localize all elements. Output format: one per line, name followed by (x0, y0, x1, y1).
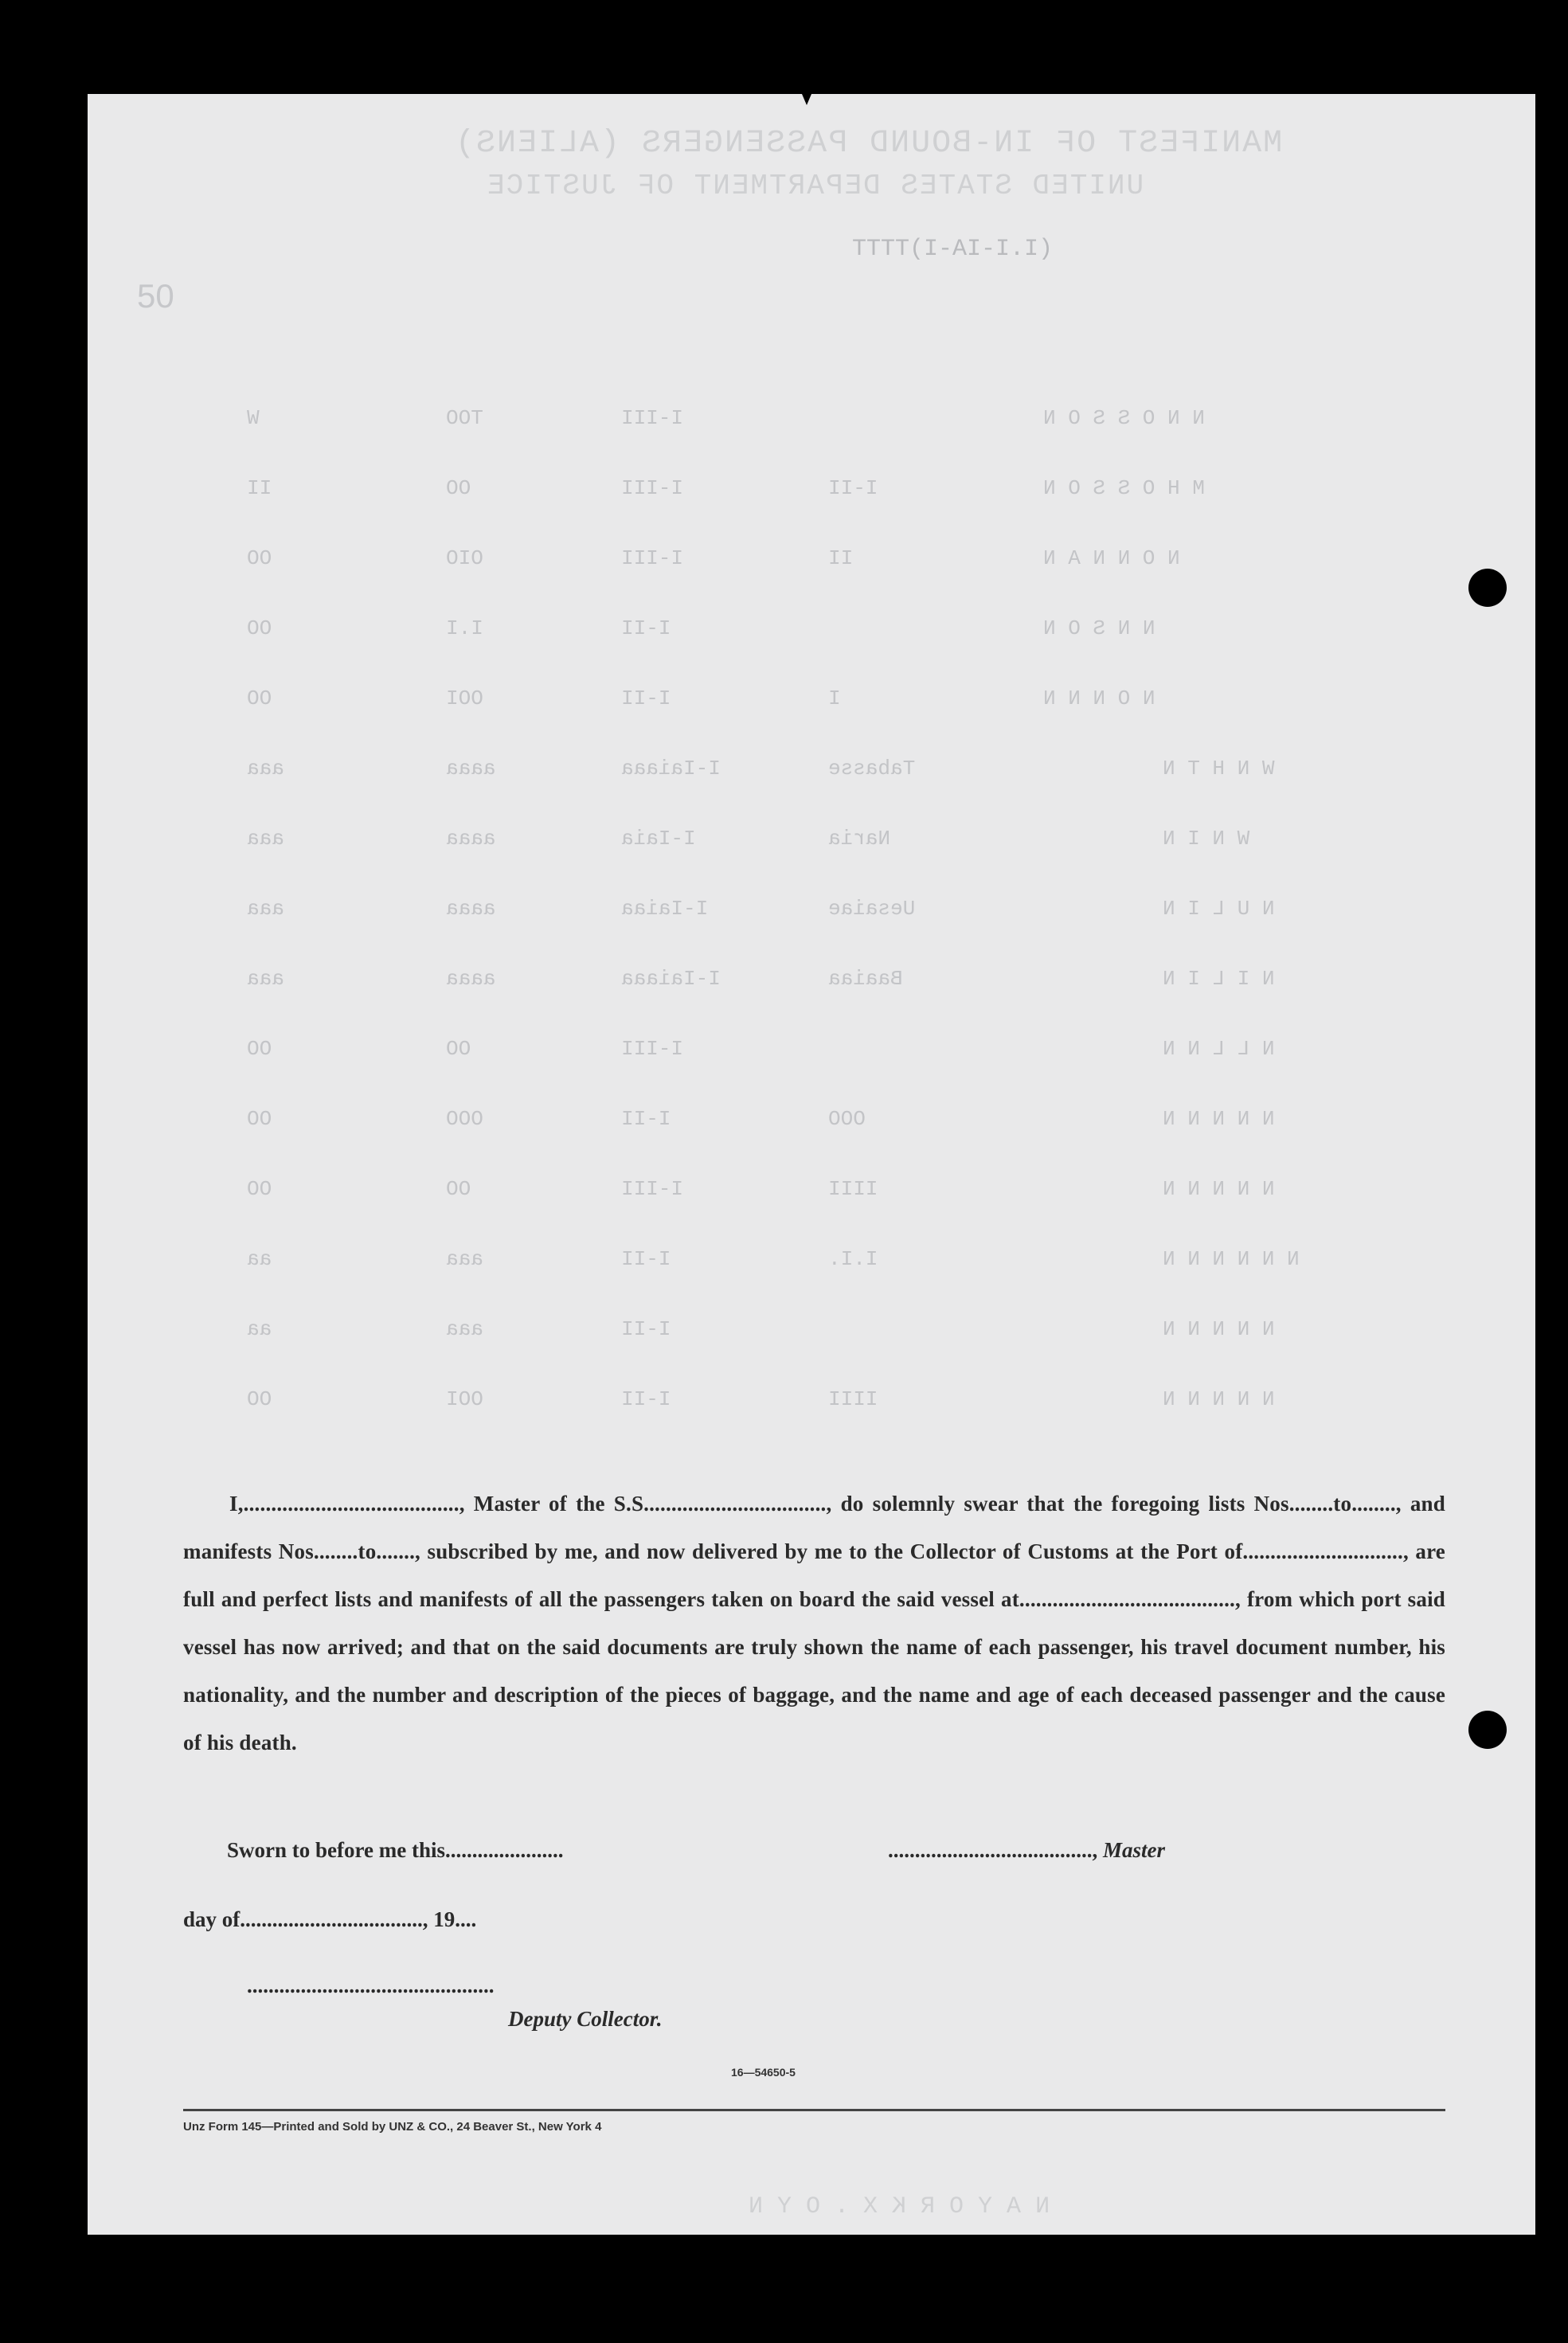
bleed-through-code: (I.I-IA-I)TTTT (852, 236, 1054, 263)
ghost-row: W N H T N Tabasse I-Iaiaaa aaaa aaa (247, 757, 1275, 780)
page-number: 50 (137, 277, 174, 315)
sworn-line: Sworn to before me this...................... (227, 1838, 564, 1862)
bleed-through-subheader: UNITED STATES DEPARTMENT OF JUSTICE (486, 170, 1144, 202)
ghost-row: N N N N N N I.I. I-II aaa aa (247, 1247, 1300, 1271)
printer-imprint: Unz Form 145—Printed and Sold by UNZ & CO., 24 Beaver St., New York 4 (183, 2120, 602, 2134)
bleed-through-footer: N A Y O R K X . O Y N (749, 2193, 1050, 2220)
ghost-row: N I L I N Baaiaa I-Iaiaaa aaaa aaa (247, 967, 1275, 991)
master-signature-line (888, 1838, 1165, 1863)
ghost-row: N N N N N IIII I-III OO OO (247, 1177, 1275, 1201)
deputy-signature-dots: .............................................. (247, 1973, 495, 1997)
punch-hole (1468, 1711, 1507, 1749)
ghost-row: N N N N N I-II aaa aa (247, 1317, 1275, 1341)
deputy-collector-label: Deputy Collector. (508, 2007, 663, 2031)
ghost-row: N N N N N OOO I-II OOO OO (247, 1107, 1275, 1131)
form-number: 16—54650-5 (731, 2066, 796, 2079)
ghost-row: N O N N N I I-II OOI OO (247, 686, 1155, 710)
day-of-line: day of.................................., 19.... (183, 1907, 477, 1931)
ghost-row: N L L N N I-III OO OO (247, 1037, 1275, 1061)
master-dots: ......................................, (888, 1838, 1098, 1862)
oath-text: I,......................................., Master of the S.S................................., do solemnly swear that the foregoing lists Nos........to........, and manifests Nos........to......., subscribed by me, and now delivered by me to the Collector of Customs at the Port of............................., are full and perfect lists and manifests of all the passengers taken on board the said vessel at......................................., from which port said vessel has now arrived; and that on the said documents are truly shown the name of each passenger, his travel document number, his nationality, and the number and description of the pieces of baggage, and the name and age of each deceased passenger and the cause of his death. (183, 1492, 1445, 1754)
bleed-through-header: MANIFEST OF IN-BOUND PASSENGERS (ALIENS) (454, 126, 1283, 162)
oath-paragraph (183, 1480, 1445, 1766)
footer-rule (183, 2109, 1445, 2111)
ghost-row: N O N N A N II I-III OIO OO (247, 546, 1180, 570)
master-label: Master (1103, 1838, 1166, 1862)
document-page (88, 94, 1535, 2235)
punch-hole (1468, 569, 1507, 607)
ghost-row: W N I N Naria I-Iaia aaaa aaa (247, 827, 1250, 851)
ghost-row: N N N N N IIII I-II OOI OO (247, 1387, 1275, 1411)
ghost-row: M H O S S O N I-II I-III OO II (247, 476, 1205, 500)
page-tear-mark (802, 94, 811, 105)
ghost-row: N N S O N I-II I.I OO (247, 616, 1155, 640)
ghost-row: N N O S S O N I-III TOO W (247, 406, 1205, 430)
ghost-row: N U L I N Uesaiae I-Iaiaa aaaa aaa (247, 897, 1275, 921)
